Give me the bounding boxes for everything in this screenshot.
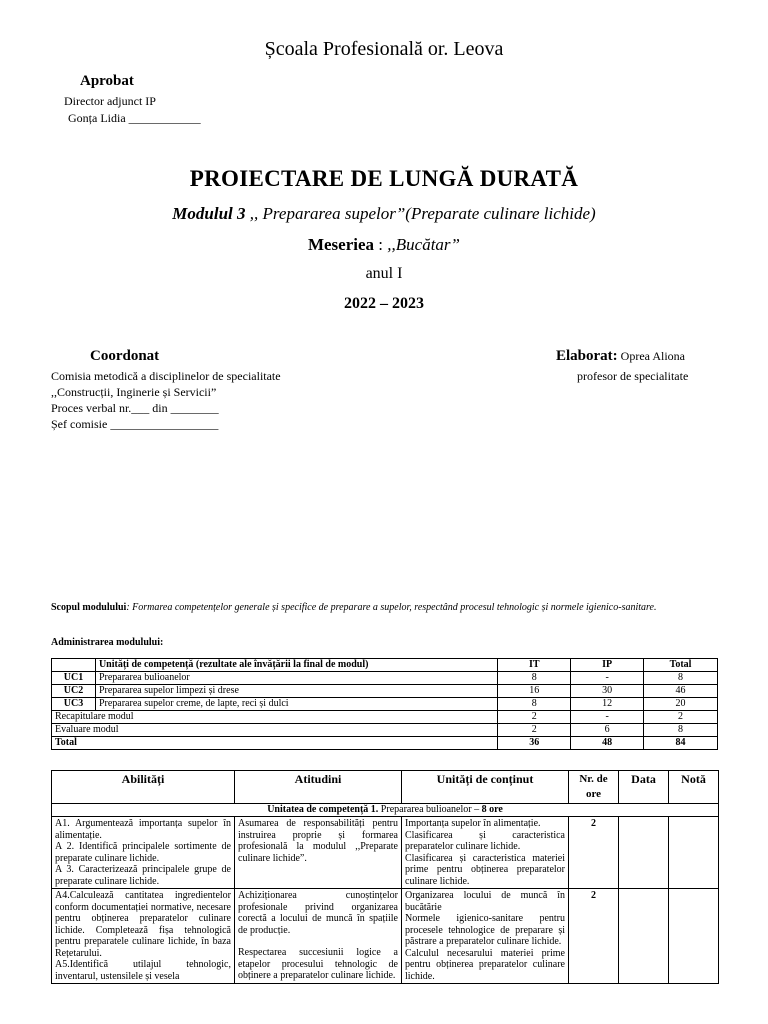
it-hours: 2 xyxy=(498,724,571,737)
coordination-line: Comisia metodică a disciplinelor de specialitate xyxy=(51,369,281,383)
header-cell: Data xyxy=(619,771,669,804)
content-item: Calculul necesarului materiei prime pentru obținerea preparatelor culinare lichide. xyxy=(405,947,565,982)
document-title: PROIECTARE DE LUNGĂ DURATĂ xyxy=(189,166,579,191)
coordination-title: Coordonat xyxy=(90,348,160,364)
summary-name: Evaluare modul xyxy=(52,724,498,737)
content-item: Clasificarea și caracteristica materiei prime pentru obținerea preparatelor culinare lichide. xyxy=(405,852,565,887)
trade-separator: : xyxy=(374,235,388,254)
trade-value: ,,Bucătar” xyxy=(387,235,461,254)
trade-label: Meseriea xyxy=(307,235,375,254)
hours-cell: 2 xyxy=(569,817,619,889)
header-cell: IP xyxy=(571,659,644,672)
unit-row xyxy=(52,804,719,817)
header-cell: Nr. de ore xyxy=(569,771,619,804)
date-cell xyxy=(619,889,669,984)
uc-code: UC3 xyxy=(52,698,96,711)
ip-hours: 12 xyxy=(571,698,644,711)
it-hours: 8 xyxy=(498,698,571,711)
header-cell: Total xyxy=(644,659,718,672)
hours-cell: 2 xyxy=(569,889,619,984)
module-scope xyxy=(51,601,715,615)
summary-name: Total xyxy=(52,737,498,750)
author-role: profesor de specialitate xyxy=(577,369,689,383)
ability-item: A 3. Caracterizează principalele grupe de preparate culinare lichide. xyxy=(55,864,231,887)
total-hours: 8 xyxy=(644,724,718,737)
it-hours: 16 xyxy=(498,685,571,698)
scope-text: : Formarea competențelor generale și specifice de preparare a supelor, respectând procesul tehnologic și normele igienico-sanitare. xyxy=(126,602,657,613)
table-row xyxy=(52,889,719,984)
author-block xyxy=(556,348,685,365)
module-label: Modulul 3 xyxy=(172,204,246,223)
attitudes-cell xyxy=(235,817,402,889)
coordination-line: Proces verbal nr.___ din ________ xyxy=(51,401,219,415)
it-hours: 2 xyxy=(498,711,571,724)
ability-item: A4.Calculează cantitatea ingredientelor conform documentației normative, necesare pentru obținerea preparatelor culinare lichide. Completează fișa tehnologică pentru preparatele culinare lichide, în baza Rețetarului. xyxy=(55,890,231,959)
date-cell xyxy=(619,817,669,889)
attitude-item: Respectarea succesiunii logice a etapelor procesului tehnologic de obținere a preparatelor culinare lichide. xyxy=(238,947,398,981)
unit-text: Prepararea bulioanelor – xyxy=(378,804,482,815)
administration-title: Administrarea modulului: xyxy=(51,637,164,648)
attitude-item: Asumarea de responsabilități pentru instruirea proprie și formarea profesională la modulul ,,Preparate culinare lichide”. xyxy=(238,818,398,864)
scope-label: Scopul modulului xyxy=(51,602,127,613)
attitude-item: Achiziționarea cunoștințelor profesionale privind organizarea corectă a locului de muncă în spațiile de producție. xyxy=(238,890,398,936)
trade-line xyxy=(0,235,768,255)
table-header-row xyxy=(52,771,719,804)
content-item: Importanța supelor în alimentație. xyxy=(405,818,541,829)
header-cell xyxy=(52,659,96,672)
unit-title xyxy=(52,804,719,817)
ability-item: A1. Argumentează importanța supelor în alimentație. xyxy=(55,818,231,841)
author-label: Elaborat: xyxy=(556,348,618,364)
ability-item: A 2. Identifică principalele sortimente de preparate culinare lichide. xyxy=(55,841,231,864)
content-item: Normele igienico-sanitare pentru procesele tehnologice de preparare și păstrare a preparatelor culinare lichide. xyxy=(405,913,565,947)
ip-hours: 30 xyxy=(571,685,644,698)
ip-hours: - xyxy=(571,672,644,685)
uc-code: UC1 xyxy=(52,672,96,685)
header-cell: Unități de conținut xyxy=(402,771,569,804)
total-hours: 46 xyxy=(644,685,718,698)
table-row xyxy=(52,698,718,711)
contents-cell xyxy=(402,889,569,984)
school-name: Școala Profesională or. Leova xyxy=(264,38,504,60)
grade-cell xyxy=(669,889,719,984)
content-item: Organizarea locului de muncă în bucătărie xyxy=(405,890,565,913)
total-hours: 20 xyxy=(644,698,718,711)
table-header-row xyxy=(52,659,718,672)
header-cell: Unități de competență (rezultate ale învățării la final de modul) xyxy=(95,659,497,672)
it-hours: 8 xyxy=(498,672,571,685)
content-item: Clasificarea și caracteristica preparatelor culinare lichide. xyxy=(405,829,565,852)
author-name: Oprea Aliona xyxy=(617,349,685,363)
total-hours: 8 xyxy=(644,672,718,685)
total-hours: 84 xyxy=(644,737,718,750)
abilities-cell xyxy=(52,817,235,889)
table-row xyxy=(52,737,718,750)
attitudes-cell xyxy=(235,889,402,984)
header-cell: Abilități xyxy=(52,771,235,804)
uc-name: Prepararea supelor limpezi și drese xyxy=(95,685,497,698)
grade-cell xyxy=(669,817,719,889)
study-year: anul I xyxy=(365,265,403,282)
planning-table xyxy=(51,770,719,984)
uc-code: UC2 xyxy=(52,685,96,698)
header-cell: Atitudini xyxy=(235,771,402,804)
it-hours: 36 xyxy=(498,737,571,750)
approval-title: Aprobat xyxy=(80,73,134,89)
header-cell: Notă xyxy=(669,771,719,804)
ip-hours: 6 xyxy=(571,724,644,737)
administration-table xyxy=(51,658,718,750)
approval-role: Director adjunct IP xyxy=(64,94,156,108)
table-row xyxy=(52,685,718,698)
table-row xyxy=(52,817,719,889)
module-name: ,, Prepararea supelor”(Preparate culinare lichide) xyxy=(245,204,596,223)
total-hours: 2 xyxy=(644,711,718,724)
unit-hours: 8 ore xyxy=(481,804,503,815)
abilities-cell xyxy=(52,889,235,984)
table-row xyxy=(52,672,718,685)
ip-hours: - xyxy=(571,711,644,724)
summary-name: Recapitulare modul xyxy=(52,711,498,724)
ability-item: A5.Identifică utilajul tehnologic, inventarul, ustensilele și vesela xyxy=(55,959,231,982)
unit-label: Unitatea de competență 1. xyxy=(267,804,379,815)
module-line xyxy=(0,204,768,224)
header-cell: IT xyxy=(498,659,571,672)
uc-name: Prepararea bulioanelor xyxy=(95,672,497,685)
coordination-line: Șef comisie __________________ xyxy=(51,417,219,431)
coordination-line: ,,Construcții, Inginerie și Servicii” xyxy=(51,385,217,399)
school-period: 2022 – 2023 xyxy=(344,295,424,312)
contents-cell xyxy=(402,817,569,889)
uc-name: Prepararea supelor creme, de lapte, reci și dulci xyxy=(95,698,497,711)
ip-hours: 48 xyxy=(571,737,644,750)
approval-name: Gonța Lidia ____________ xyxy=(68,111,201,125)
table-row xyxy=(52,711,718,724)
table-row xyxy=(52,724,718,737)
